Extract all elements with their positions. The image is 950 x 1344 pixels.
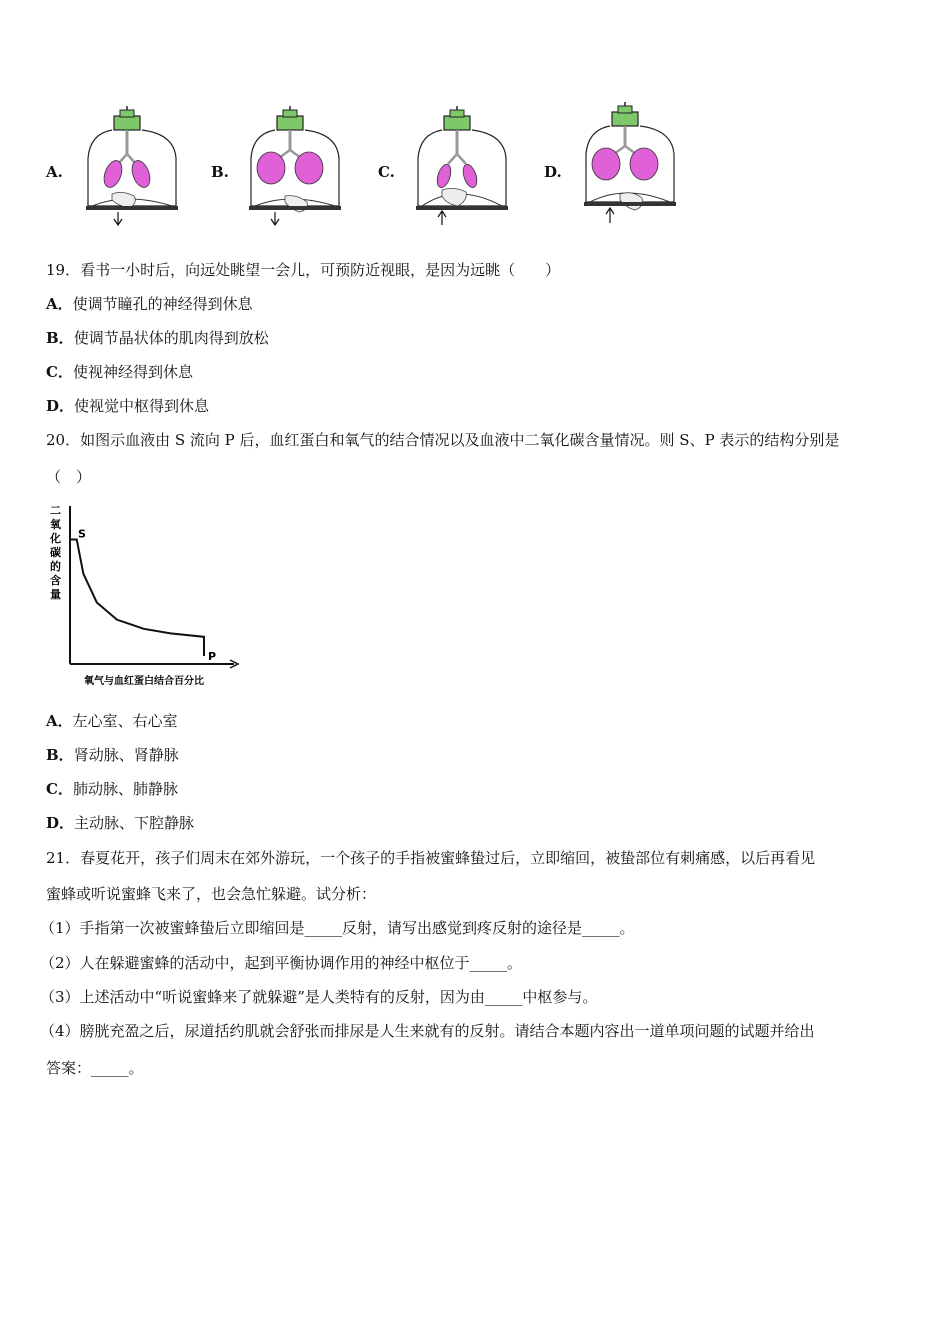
option-text: 主动脉、下腔静脉 — [74, 814, 195, 832]
option-text: 肺动脉、肺静脉 — [72, 780, 178, 798]
y-axis-label-char: 碳 — [50, 546, 61, 559]
option-text: 左心室、右心室 — [72, 712, 178, 730]
q21-sub-3: （3）上述活动中“听说蜜蜂来了就躲避”是人类特有的反射，因为由_____中枢参与。 — [40, 988, 598, 1006]
q21-sub-4-cont: 答案：_____。 — [46, 1059, 144, 1077]
option-letter: A． — [46, 712, 73, 730]
y-axis-label — [49, 504, 62, 601]
q20-option-d[interactable] — [46, 813, 194, 833]
option-text: 使视觉中枢得到休息 — [74, 397, 210, 415]
option-text: 使视神经得到休息 — [72, 363, 193, 381]
q18-option-d[interactable] — [538, 98, 738, 233]
option-letter: A． — [46, 295, 73, 313]
q19-option-a[interactable] — [46, 294, 253, 314]
option-label: B. — [211, 163, 229, 181]
y-axis-label-char: 的 — [50, 560, 61, 573]
option-label: C. — [378, 163, 395, 181]
q20-option-c[interactable] — [46, 779, 178, 799]
point-label-p: P — [208, 650, 217, 663]
option-letter: C． — [46, 780, 73, 798]
option-label: D. — [544, 163, 562, 181]
y-axis-label-char: 化 — [50, 532, 61, 545]
q19-option-d[interactable] — [46, 396, 209, 416]
option-label: A. — [46, 163, 63, 181]
co2-oxygen-graph — [44, 498, 264, 693]
option-letter: B． — [46, 329, 74, 347]
q20-stem: 20．如图示血液由 S 流向 P 后，血红蛋白和氧气的结合情况以及血液中二氧化碳含量情况。则 S、P 表示的结构分别是 — [46, 431, 840, 449]
option-text: 使调节晶状体的肌肉得到放松 — [73, 329, 269, 347]
q20-stem-cont: （ ） — [46, 468, 92, 486]
y-axis-label-char: 氧 — [50, 518, 61, 531]
y-axis-label-char: 量 — [50, 588, 61, 601]
option-letter: D． — [46, 397, 75, 415]
q21-stem: 21．春夏花开，孩子们周末在郊外游玩，一个孩子的手指被蜜蜂蛰过后，立即缩回，被蛰部位有刺痛感，以后再看见 — [46, 849, 816, 867]
y-axis-label-char: 含 — [50, 574, 61, 587]
option-text: 肾动脉、肾静脉 — [73, 746, 179, 764]
bell-jar-icon — [412, 98, 542, 228]
q18-figure-row — [0, 98, 950, 233]
q20-option-a[interactable] — [46, 711, 178, 731]
q19-stem: 19．看书一小时后，向远处眺望一会儿，可预防近视眼，是因为远眺（ ） — [46, 261, 561, 279]
point-label-s: S — [78, 527, 86, 541]
option-letter: D． — [46, 814, 75, 832]
y-axis-label-char: 二 — [50, 504, 61, 517]
q19-option-b[interactable] — [46, 328, 269, 348]
q21-sub-2: （2）人在躲避蜜蜂的活动中，起到平衡协调作用的神经中枢位于_____。 — [40, 954, 523, 972]
option-letter: C． — [46, 363, 73, 381]
data-curve — [70, 539, 204, 656]
q21-sub-4: （4）膀胱充盈之后，尿道括约肌就会舒张而排尿是人生来就有的反射。请结合本题内容出一道单项问题的试题并给出 — [40, 1022, 815, 1040]
option-letter: B． — [46, 746, 74, 764]
q20-option-b[interactable] — [46, 745, 179, 765]
bell-jar-icon — [580, 98, 710, 228]
q19-option-c[interactable] — [46, 362, 193, 382]
bell-jar-icon — [245, 98, 375, 228]
x-axis-label: 氧气与血红蛋白结合百分比 — [84, 676, 204, 687]
q21-stem-cont: 蜜蜂或听说蜜蜂飞来了，也会急忙躲避。试分析： — [46, 885, 377, 903]
bell-jar-icon — [82, 98, 212, 228]
option-text: 使调节瞳孔的神经得到休息 — [72, 295, 253, 313]
q21-sub-1: （1）手指第一次被蜜蜂蛰后立即缩回是_____反射，请写出感觉到疼反射的途径是_____。 — [40, 919, 635, 937]
